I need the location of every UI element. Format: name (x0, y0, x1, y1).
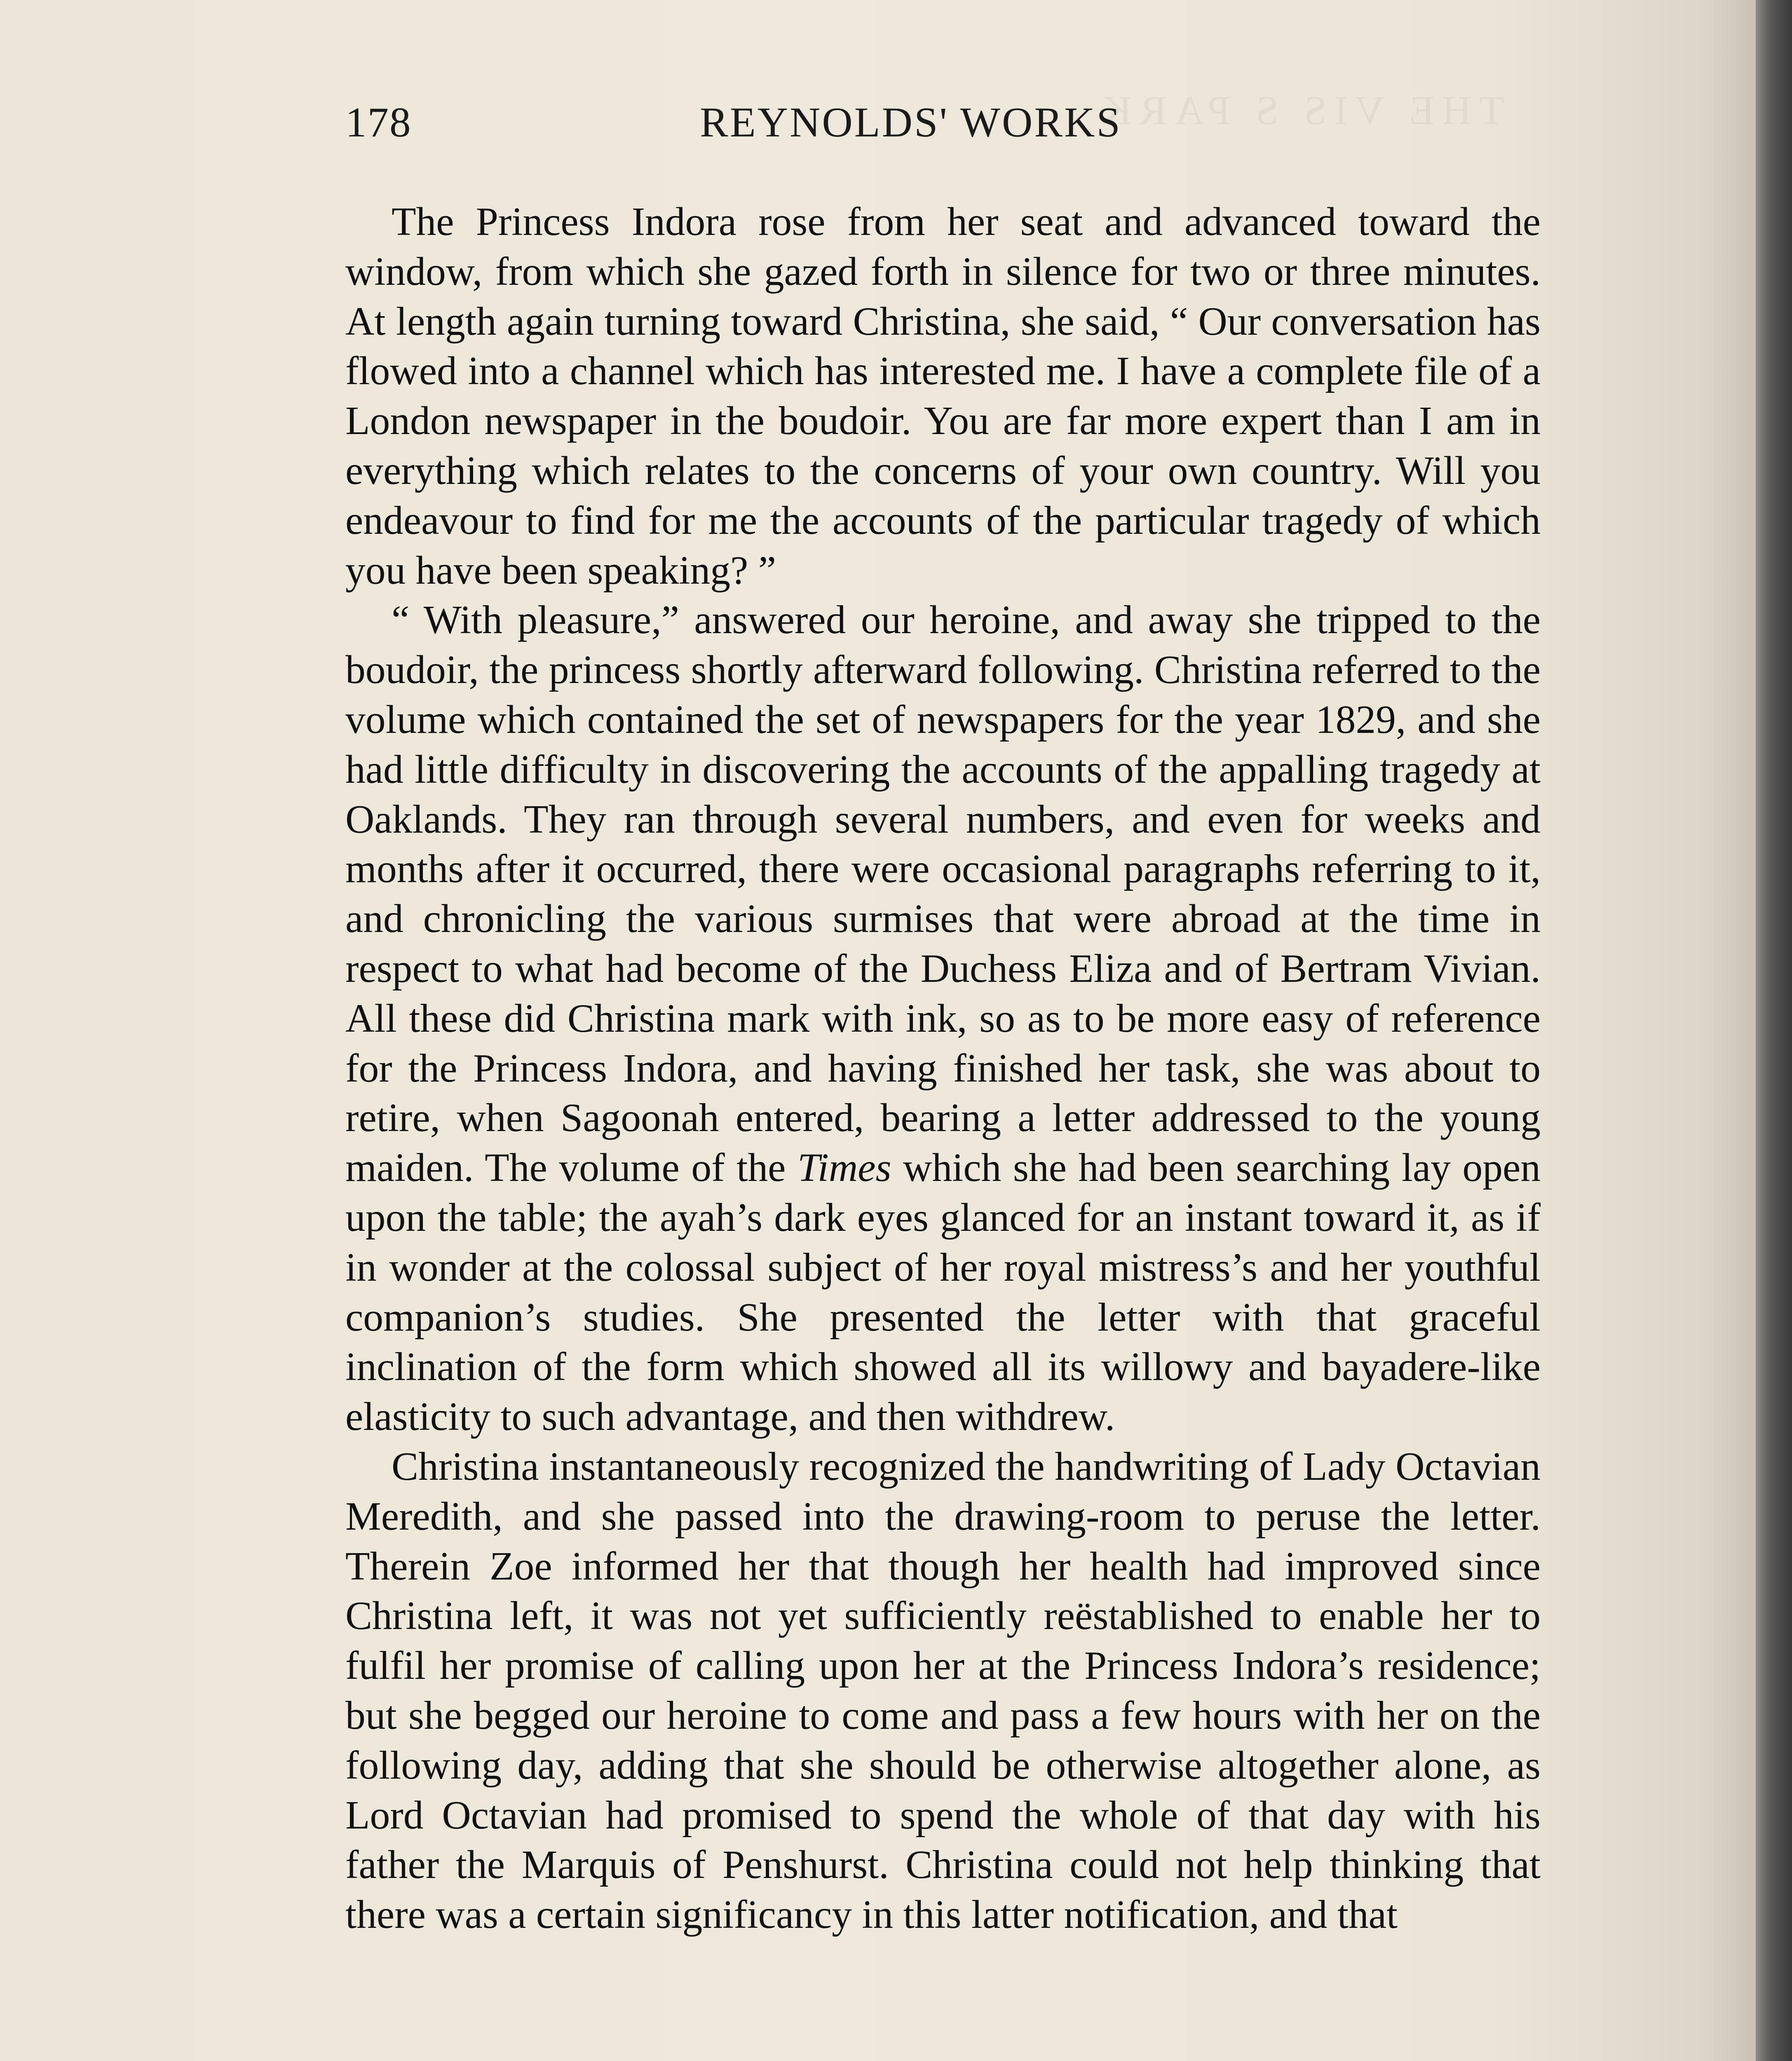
paragraph-2-part-2: which she had been searching lay open upon the table; the ayah’s dark eyes glanced for an instant toward it, as if in wonder at the colossal subject of her royal mistress’s and her youthful companion’s studies. She presented the letter with that graceful inclination of the form which showed all its willowy and bayadere-like elasticity to such advantage, and then withdrew. (345, 1146, 1541, 1439)
running-title: REYNOLDS' WORKS (700, 99, 1122, 146)
paragraph-1: The Princess Indora rose from her seat and advanced toward the window, from which she gazed forth in silence for two or three minutes. At length again turning toward Christina, she said, “ Our conversation has flowed into a channel which has interested me. I have a complete file of a London newspaper in the boudoir. You are far more expert than I am in everything which relates to the concerns of your own country. Will you endeavour to find for me the accounts of the particular tragedy of which you have been speaking? ” (345, 200, 1541, 593)
page-edge-shadow (1756, 0, 1792, 2061)
paragraph-2-part-1: “ With pleasure,” answered our heroine, and away she tripped to the boudoir, the princess shortly afterward following. Christina referred to the volume which contained the set of newspapers for the year 1829, and she had little difficulty in discovering the accounts of the appalling tragedy at Oaklands. They ran through several numbers, and even for weeks and months after it occurred, there were occasional paragraphs referring to it, and chronicling the various surmises that were abroad at the time in respect to what had become of the Duchess Eliza and of Bertram Vivian. All these did Christina mark with ink, so as to be more easy of reference for the Princess Indora, and having finished her task, she was about to retire, when Sagoonah entered, bearing a letter addressed to the young maiden. The volume of the (345, 598, 1541, 1190)
page-header (345, 98, 1541, 168)
paragraph-2 (345, 595, 1541, 1442)
body-text (345, 197, 1541, 1940)
bleed-through-header: THE VIS S PARK (1095, 87, 1504, 133)
page-number: 178 (345, 99, 412, 146)
paragraph-3: Christina instantaneously recognized the handwriting of Lady Octavian Meredith, and she passed into the drawing-room to peruse the letter. Therein Zoe informed her that though her health had improved since Christina left, it was not yet sufficiently reëstablished to enable her to fulfil her promise of calling upon her at the Princess Indora’s residence; but she begged our heroine to come and pass a few hours with her on the following day, adding that she should be otherwise altogether alone, as Lord Octavian had promised to spend the whole of that day with his father the Marquis of Penshurst. Christina could not help thinking that there was a certain significancy in this latter notification, and that (345, 1444, 1541, 1937)
italic-title-times: Times (797, 1146, 891, 1190)
